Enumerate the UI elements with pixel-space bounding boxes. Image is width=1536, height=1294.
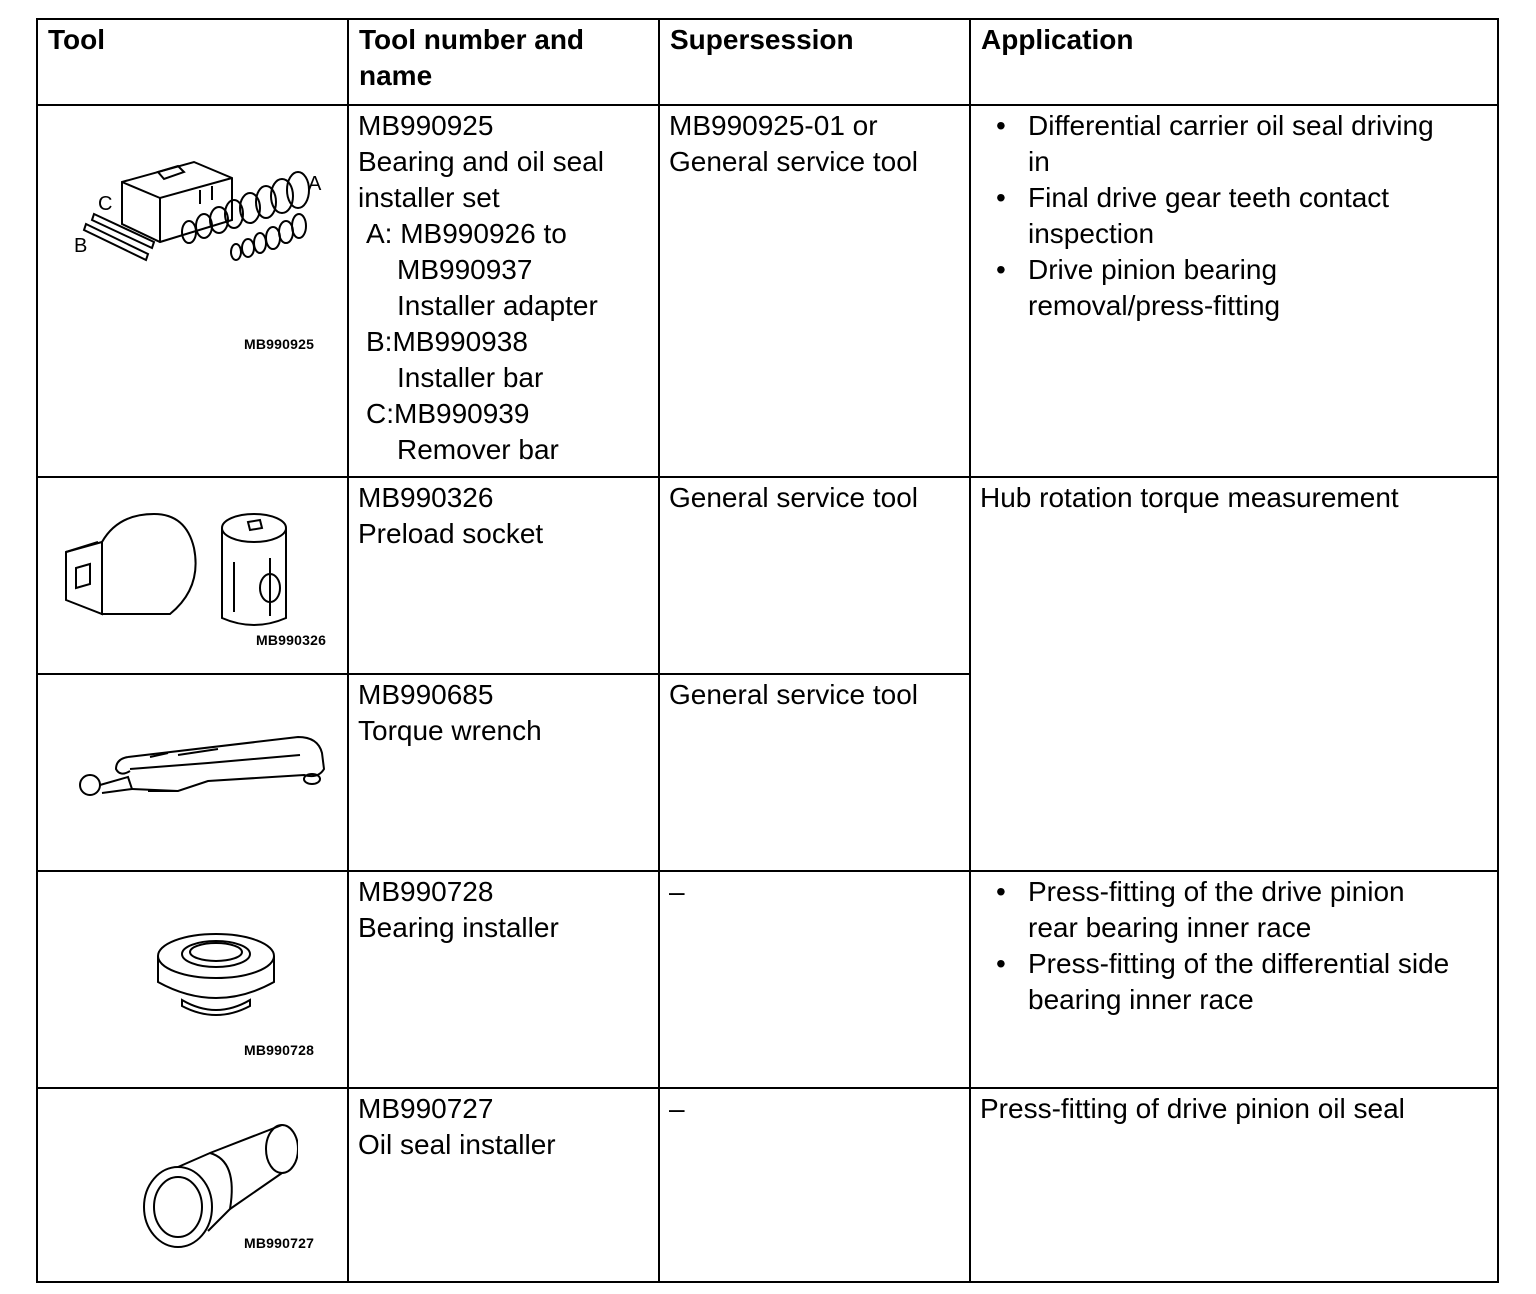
header-tool: Tool — [37, 19, 348, 105]
header-application: Application — [970, 19, 1498, 105]
supersession-cell — [659, 1088, 970, 1282]
application-cell — [970, 477, 1498, 871]
header-tool-number: Tool number and name — [348, 19, 659, 105]
tool-name: installer set — [358, 182, 500, 213]
tool-name: Bearing installer — [358, 912, 559, 943]
header-supersession: Supersession — [659, 19, 970, 105]
supersession-text: MB990925-01 or — [669, 110, 878, 141]
application-cell — [970, 1088, 1498, 1282]
special-tools-table — [36, 18, 1499, 1283]
tool-illustration-cell — [37, 674, 348, 871]
callout-c: C — [98, 193, 113, 215]
supersession-text: – — [669, 876, 685, 907]
tool-name: Torque wrench — [358, 715, 542, 746]
tool-number-cell — [348, 871, 659, 1088]
callout-b: B — [74, 235, 88, 257]
table-row — [37, 1088, 1498, 1282]
installer-set-illustration — [54, 124, 354, 294]
tool-number: MB990685 — [358, 679, 494, 710]
preload-socket-illustration — [58, 492, 338, 642]
bearing-installer-illustration — [126, 924, 306, 1034]
supersession-text: General service tool — [669, 146, 919, 177]
table-row — [37, 871, 1498, 1088]
tool-number: MB990728 — [358, 876, 494, 907]
table-row — [37, 105, 1498, 477]
application-cell — [970, 105, 1498, 477]
part-number: B:MB990938 — [366, 326, 528, 357]
application-list — [980, 108, 1497, 324]
tool-name: Preload socket — [358, 518, 544, 549]
part-number: C:MB990939 — [366, 398, 530, 429]
tool-illustration-cell — [37, 105, 348, 477]
supersession-cell — [659, 674, 970, 871]
tool-number-cell — [348, 674, 659, 871]
application-item: • Press-fitting of the drive pinion rear bearing inner race — [990, 874, 1497, 946]
part-name: Installer bar — [397, 362, 544, 393]
header-row — [37, 19, 1498, 105]
part-name: Installer adapter — [397, 290, 598, 321]
supersession-text: – — [669, 1093, 685, 1124]
tool-illustration-cell — [37, 477, 348, 674]
illustration-caption: MB990728 — [244, 1042, 315, 1058]
application-item: • Differential carrier oil seal driving in — [990, 108, 1497, 180]
tool-illustration-cell — [37, 1088, 348, 1282]
tool-number: MB990326 — [358, 482, 494, 513]
tool-number: MB990727 — [358, 1093, 494, 1124]
tool-name: Oil seal installer — [358, 1129, 556, 1160]
part-number: A: MB990926 to — [366, 218, 567, 249]
tool-illustration-cell — [37, 871, 348, 1088]
supersession-cell — [659, 477, 970, 674]
supersession-text: General service tool — [669, 679, 919, 710]
supersession-cell — [659, 105, 970, 477]
application-item: • Press-fitting of the differential side bearing inner race — [990, 946, 1497, 1018]
tool-name: Bearing and oil seal — [358, 146, 604, 177]
table-row — [37, 477, 1498, 674]
illustration-caption: MB990326 — [256, 632, 327, 648]
supersession-text: General service tool — [669, 482, 919, 513]
torque-wrench-illustration — [68, 715, 348, 835]
application-cell — [970, 871, 1498, 1088]
part-name: Remover bar — [397, 434, 559, 465]
application-text: Press-fitting of drive pinion oil seal — [980, 1093, 1405, 1124]
application-item: • Final drive gear teeth contact inspection — [990, 180, 1497, 252]
supersession-cell — [659, 871, 970, 1088]
tool-number: MB990925 — [358, 110, 494, 141]
application-list — [980, 874, 1497, 1018]
part-number: MB990937 — [397, 254, 533, 285]
illustration-caption: MB990925 — [244, 336, 315, 352]
tool-number-cell — [348, 1088, 659, 1282]
application-text: Hub rotation torque measurement — [980, 482, 1399, 513]
callout-a: A — [308, 173, 322, 195]
tool-number-cell — [348, 105, 659, 477]
illustration-caption: MB990727 — [244, 1235, 315, 1251]
application-item: • Drive pinion bearing removal/press-fitting — [990, 252, 1497, 324]
tool-number-cell — [348, 477, 659, 674]
